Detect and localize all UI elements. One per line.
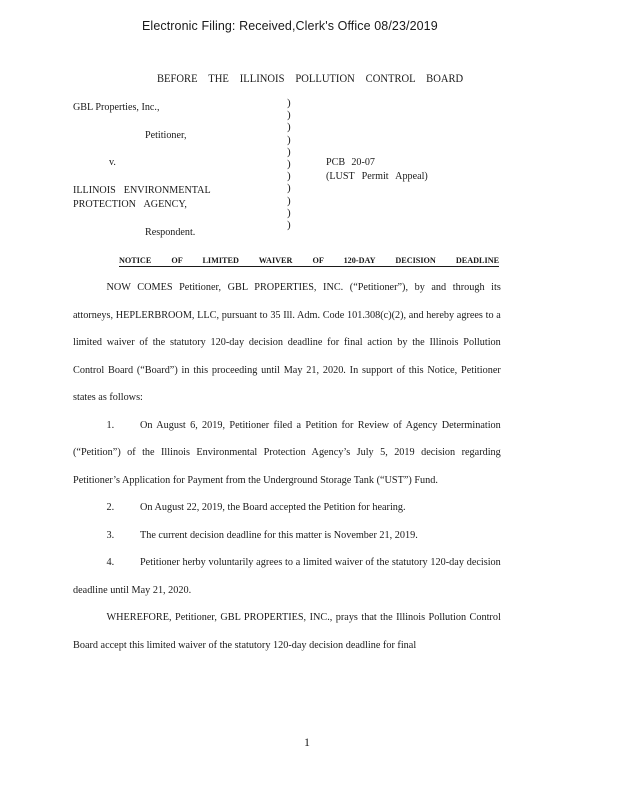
- petitioner-name: GBL Properties, Inc.,: [73, 101, 160, 113]
- numbered-paragraph-1: 1. On August 6, 2019, Petitioner filed a Petition for Review of Agency Determination (“Petition”) of the Illinois Environmental Protection Agency’s July 5, 2019 decision regarding Petitioner’s Application for Payment from the Underground Storage Tank (“UST”) Fund.: [73, 418, 501, 486]
- respondent-name-line1: ILLINOIS ENVIRONMENTAL: [73, 184, 211, 196]
- caption-title: BEFORE THE ILLINOIS POLLUTION CONTROL BOARD: [157, 73, 464, 85]
- numbered-paragraph-2: 2. On August 22, 2019, the Board accepted the Petition for hearing.: [106, 501, 406, 513]
- respondent-label: Respondent.: [145, 226, 196, 238]
- respondent-name-line2: PROTECTION AGENCY,: [73, 198, 187, 210]
- petitioner-label: Petitioner,: [145, 129, 187, 141]
- notice-body: [73, 274, 501, 659]
- versus-label: v.: [109, 156, 116, 168]
- case-number: PCB 20-07: [326, 156, 375, 168]
- numbered-paragraph-3: 3. The current decision deadline for this matter is November 21, 2019.: [106, 528, 418, 541]
- intro-paragraph: NOW COMES Petitioner, GBL PROPERTIES, INC. (“Petitioner”), by and through its attorneys, HEPLERBROOM, LLC, pursuant to 35 Ill. Adm. Code 101.308(c)(2), and hereby agrees to a limited waiver of the statutory 120-day decision deadline for final action by the Illinois Pollution Control Board (“Board”) in this proceeding until May 21, 2020. In support of this Notice, Petitioner states as follows:: [73, 281, 501, 403]
- page-number: 1: [304, 735, 310, 749]
- numbered-paragraph-4: 4. Petitioner herby voluntarily agrees to a limited waiver of the statutory 120-day decision deadline until May 21, 2020.: [73, 556, 501, 596]
- notice-title: NOTICE OF LIMITED WAIVER OF 120-DAY DECISION DEADLINE: [119, 256, 500, 265]
- electronic-filing-stamp: Electronic Filing: Received,Clerk's Office 08/23/2019: [142, 19, 438, 33]
- caption-bracket-column: ) ) ) ) ) ) ) ) ) ) ): [287, 97, 291, 231]
- closing-paragraph: WHEREFORE, Petitioner, GBL PROPERTIES, INC., prays that the Illinois Pollution Control Board accept this limited waiver of the statutory 120-day decision deadline for final: [73, 611, 501, 651]
- case-type: (LUST Permit Appeal): [326, 170, 428, 182]
